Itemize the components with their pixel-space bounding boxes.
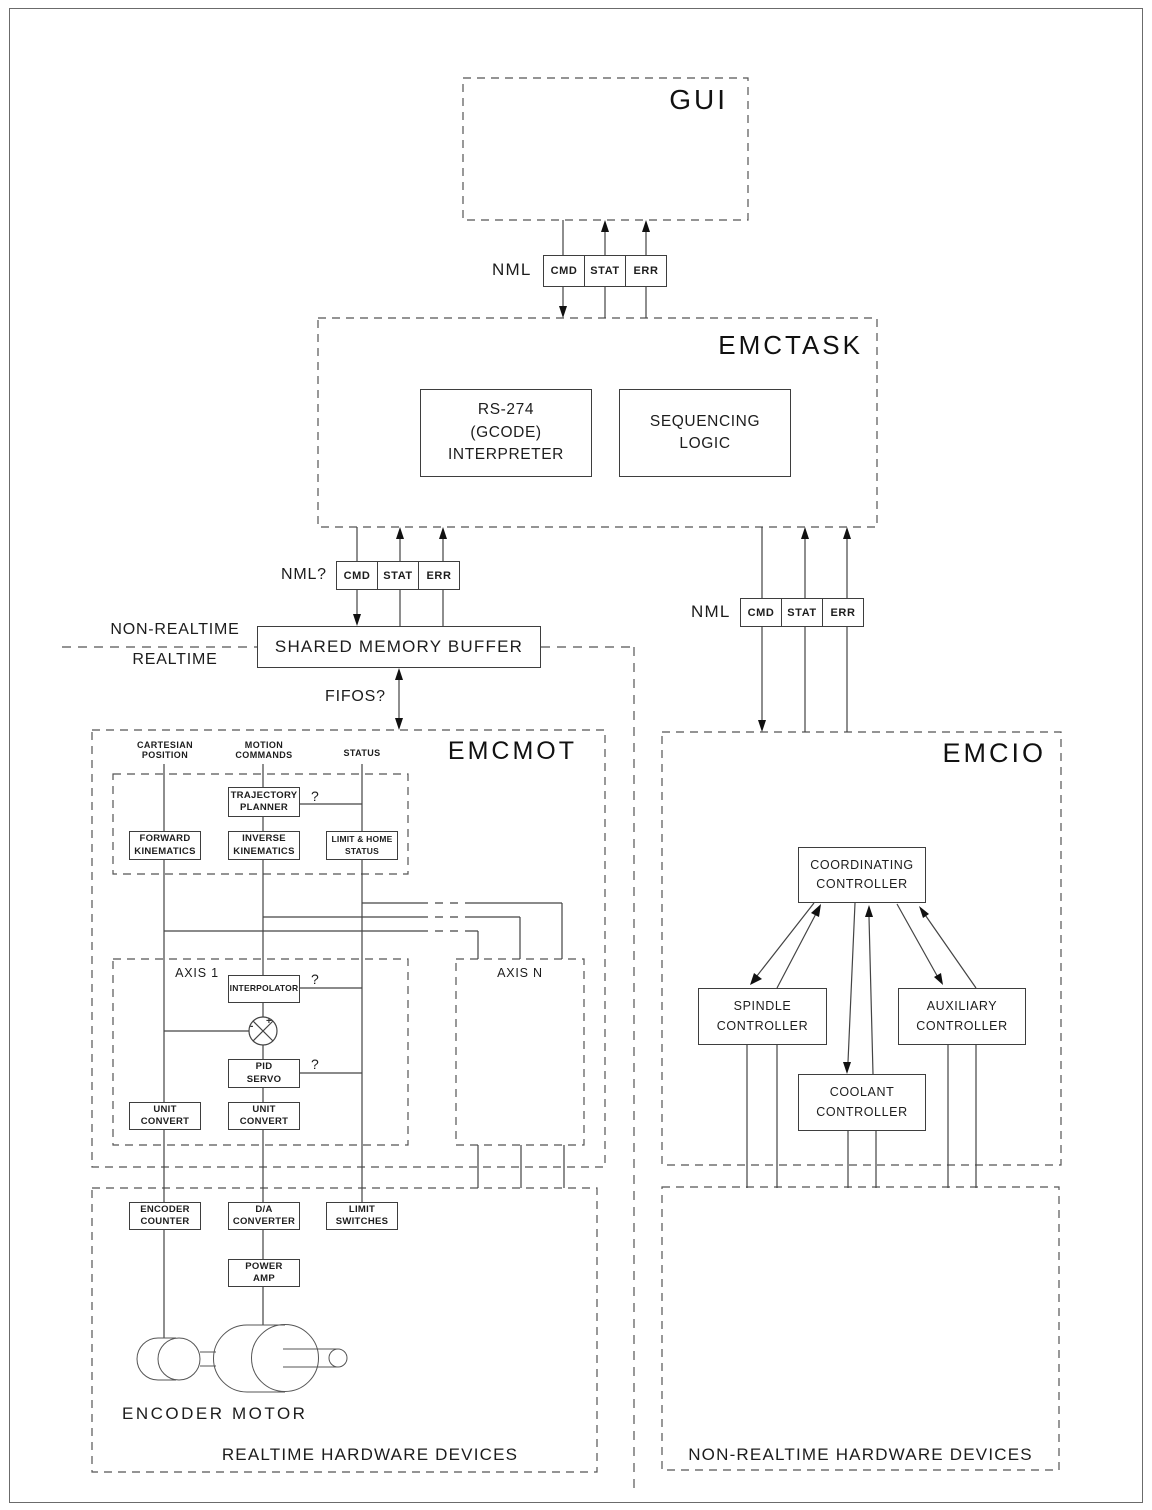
trajectory-line1: TRAJECTORY: [230, 789, 298, 801]
auxiliary-controller-box: [898, 988, 1026, 1045]
nml-io-stat-cell: STAT: [781, 598, 823, 627]
realtime-hw-caption: REALTIME HARDWARE DEVICES: [221, 1445, 519, 1464]
status-header: STATUS: [343, 748, 381, 758]
nonrealtime-hw-box: [662, 1187, 1059, 1470]
arrow-auxiliary-into-coordinating: [919, 906, 929, 918]
arrow-err-into-emctask-right: [843, 527, 851, 539]
encoder-counter-box: [129, 1202, 201, 1230]
summing-plus-sign: +: [266, 1016, 272, 1027]
sequencing-logic-box: [619, 389, 791, 477]
interpreter-line3: INTERPRETER: [448, 446, 564, 464]
nml-io-lines: [762, 527, 847, 732]
coolant-line1: COOLANT: [829, 1085, 895, 1100]
forward-line2: KINEMATICS: [134, 845, 196, 857]
coolant-controller-box: [798, 1074, 926, 1131]
sequencing-line1: SEQUENCING: [649, 412, 761, 430]
emcmot-label: EMCMOT: [447, 737, 577, 765]
auxiliary-line1: AUXILIARY: [926, 999, 998, 1014]
cartesian-line2: POSITION: [141, 750, 189, 761]
coordinating-line1: COORDINATING: [810, 857, 914, 872]
shared-memory-buffer-box: [257, 626, 541, 668]
motion-line2: COMMANDS: [235, 750, 293, 761]
nml-gui-err-cell: ERR: [625, 255, 667, 287]
axisn-label: AXIS N: [497, 966, 543, 980]
limit-home-line1: LIMIT & HOME: [331, 834, 393, 845]
motion-line1: MOTION: [244, 740, 284, 750]
emcio-label: EMCIO: [942, 738, 1046, 768]
emctask-label: EMCTASK: [718, 330, 863, 360]
interpreter-line1: RS-274: [477, 401, 535, 419]
coordinating-controller-box: [798, 847, 926, 903]
coolant-line2: CONTROLLER: [816, 1104, 908, 1119]
pid-line1: PID: [255, 1061, 273, 1073]
pid-servo-box: [228, 1059, 300, 1088]
axisn-ellipsis-dashes: [420, 903, 468, 931]
arrow-fifos-up: [395, 668, 403, 680]
limit-switches-box: [326, 1202, 398, 1230]
trajectory-line2: PLANNER: [239, 802, 289, 813]
arrow-stat-into-emctask-left: [396, 527, 404, 539]
inverse-kinematics-box: [228, 831, 300, 860]
sequencing-line2: LOGIC: [679, 435, 731, 452]
arrow-cmd-into-sharedmem: [353, 614, 361, 626]
unit-convert-output-box: [228, 1102, 300, 1130]
shared-memory-label: SHARED MEMORY BUFFER: [274, 637, 524, 656]
nml-gui-label: NML: [492, 260, 532, 279]
arrow-coolant-into-coordinating: [865, 905, 873, 917]
arrow-into-auxiliary: [934, 973, 943, 985]
gcode-interpreter-box: [420, 389, 592, 477]
arrow-stat-into-emctask-right: [801, 527, 809, 539]
motor-face: [252, 1325, 319, 1392]
motion-commands-header: [228, 740, 300, 761]
arrow-spindle-into-coordinating: [811, 904, 821, 917]
limit-switches-line2: SWITCHES: [335, 1216, 389, 1227]
power-amp-line2: AMP: [252, 1273, 275, 1284]
summing-minus-sign: -: [250, 1021, 254, 1032]
unit-convert-line2: CONVERT: [140, 1116, 190, 1127]
interpolator-question-mark: ?: [311, 971, 319, 987]
axis1-label: AXIS 1: [175, 966, 219, 980]
nml-io-label: NML: [691, 602, 731, 621]
da-converter-line2: CONVERTER: [232, 1216, 296, 1227]
divider-realtime-label: REALTIME: [132, 651, 218, 668]
encoder-counter-line2: COUNTER: [140, 1216, 190, 1227]
spindle-line2: CONTROLLER: [716, 1018, 809, 1033]
arrow-err-into-emctask-left: [439, 527, 447, 539]
cartesian-line1: CARTESIAN: [136, 740, 194, 750]
nml-mot-label: NML?: [281, 566, 327, 583]
nml-io-cmd-cell: CMD: [740, 598, 782, 627]
gui-label: GUI: [669, 84, 728, 115]
arrow-into-spindle: [750, 973, 762, 985]
encoder-motor-drawing: [137, 1325, 347, 1393]
motor-shaft: [283, 1349, 338, 1367]
encoder-caption: ENCODER: [122, 1404, 225, 1423]
nml-io-err-cell: ERR: [822, 598, 864, 627]
fifos-label: FIFOS?: [325, 688, 386, 705]
arrow-cmd-into-emcio: [758, 720, 766, 732]
motor-caption: MOTOR: [232, 1404, 308, 1423]
coordinating-line2: CONTROLLER: [816, 877, 908, 891]
power-amp-box: [228, 1259, 300, 1287]
motor-shaft-end: [329, 1349, 347, 1367]
realtime-hw-box: [92, 1188, 597, 1472]
nml-mot-row: [336, 561, 460, 590]
nml-mot-err-cell: ERR: [418, 561, 460, 590]
arrow-cmd-into-emctask: [559, 306, 567, 318]
pid-line2: SERVO: [246, 1073, 282, 1085]
trajectory-planner-box: [228, 787, 300, 817]
cartesian-position-header: [129, 740, 201, 761]
arrow-into-coolant: [843, 1062, 851, 1074]
motor-body: [214, 1325, 286, 1392]
arrow-err-into-gui: [642, 220, 650, 232]
divider-nonrealtime-label: NON-REALTIME: [110, 621, 240, 638]
nonrealtime-hw-caption: NON-REALTIME HARDWARE DEVICES: [688, 1445, 1033, 1464]
arrow-fifos-down: [395, 718, 403, 730]
inverse-line1: INVERSE: [242, 833, 286, 845]
forward-line1: FORWARD: [139, 833, 191, 845]
nml-mot-cmd-cell: CMD: [336, 561, 378, 590]
inverse-line2: KINEMATICS: [233, 845, 295, 857]
interpolator-box: [228, 975, 300, 1003]
limit-home-line2: STATUS: [345, 845, 379, 856]
nml-gui-row: [543, 255, 667, 287]
trajectory-question-mark: ?: [311, 788, 319, 804]
auxiliary-line2: CONTROLLER: [916, 1018, 1008, 1033]
unit-convert-line2: CONVERT: [239, 1116, 289, 1127]
encoder-body: [137, 1338, 176, 1380]
nml-io-row: [740, 598, 864, 627]
nml-gui-stat-cell: STAT: [584, 255, 626, 287]
axisn-box: [456, 959, 584, 1145]
arrow-stat-into-gui: [601, 220, 609, 232]
encoder-face: [158, 1338, 200, 1380]
limit-switches-line1: LIMIT: [348, 1203, 376, 1215]
da-converter-line1: D/A: [255, 1203, 273, 1215]
limit-home-status-box: [326, 831, 398, 860]
spindle-line1: SPINDLE: [733, 999, 792, 1014]
emcmot-branch-lines: [164, 804, 564, 1188]
unit-convert-line1: UNIT: [153, 1103, 177, 1115]
unit-convert-feedback-box: [129, 1102, 201, 1130]
power-amp-line1: POWER: [245, 1260, 283, 1272]
emcio-connector-lines: [747, 903, 976, 1188]
unit-convert-line1: UNIT: [252, 1103, 276, 1115]
interpolator-label: INTERPOLATOR: [229, 983, 299, 994]
spindle-controller-box: [698, 988, 827, 1045]
da-converter-box: [228, 1202, 300, 1230]
nml-gui-cmd-cell: CMD: [543, 255, 585, 287]
pid-question-mark: ?: [311, 1056, 319, 1072]
forward-kinematics-box: [129, 831, 201, 860]
encoder-counter-line1: ENCODER: [140, 1203, 190, 1215]
nml-mot-stat-cell: STAT: [377, 561, 419, 590]
interpreter-line2: (GCODE): [470, 423, 542, 441]
